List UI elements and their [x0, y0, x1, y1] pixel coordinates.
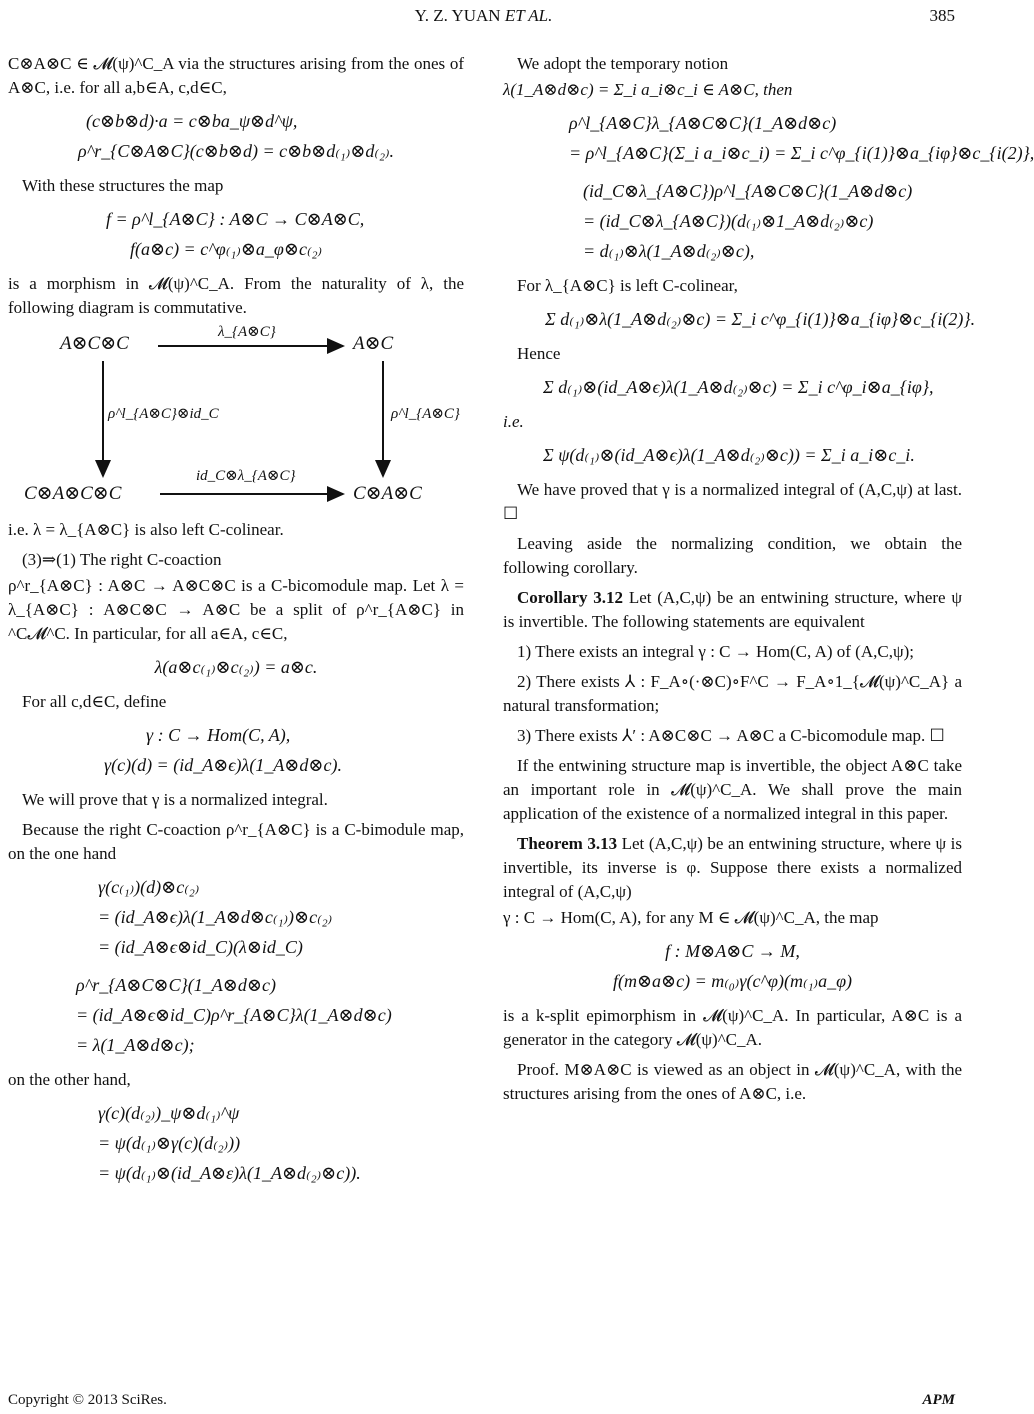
paragraph: i.e. [503, 412, 524, 431]
paragraph: is a k-split epimorphism in 𝓜(ψ)^C_A. In particular, A⊗C is a generator in the category 𝓜(ψ)^C_A. [503, 1006, 962, 1049]
corollary [503, 586, 962, 634]
equation: (c⊗b⊗d)·a = c⊗ba_ψ⊗d^ψ, ρ^r_{C⊗A⊗C}(c⊗b⊗d) = c⊗b⊗d₍₁₎⊗d₍₂₎. [78, 111, 395, 161]
diagram-label-left: ρ^l_{A⊗C}⊗id_C [108, 406, 219, 422]
equation: Σ d₍₁₎⊗λ(1_A⊗d₍₂₎⊗c) = Σ_i c^φ_{i(1)}⊗a_{iφ}⊗c_{i(2)}. [545, 309, 976, 329]
paragraph: i.e. λ = λ_{A⊗C} is also left C-colinear. [8, 520, 284, 539]
right-column [503, 52, 1034, 1112]
corollary-item: 1) There exists an integral γ : C → Hom(C, A) of (A,C,ψ); [517, 642, 914, 661]
paragraph: ρ^r_{A⊗C} : A⊗C → A⊗C⊗C is a C-bicomodule map. Let λ = λ_{A⊗C} : A⊗C⊗C → A⊗C be a split of ρ^r_{A⊗C} in ^C𝓜^C. In particular, for all a∈A, c∈C, [8, 576, 464, 643]
corollary-item: 2) There exists ⅄ : F_A∘(·⊗C)∘F^C → F_A∘1_{𝓜(ψ)^C_A} a natural transformation; [503, 672, 962, 715]
paragraph: (3)⇒(1) The right C-coaction [22, 550, 222, 569]
diagram-node-tr: A⊗C [353, 333, 394, 354]
paragraph: We will prove that γ is a normalized integral. [22, 790, 328, 809]
diagram-node-tl: A⊗C⊗C [60, 333, 129, 354]
paragraph: We adopt the temporary notion [517, 54, 729, 73]
paragraph: Leaving aside the normalizing condition, we obtain the following corollary. [503, 534, 962, 577]
diagram-label-right: ρ^l_{A⊗C} [391, 406, 460, 422]
commutative-diagram [8, 326, 464, 514]
diagram-label-top: λ_{A⊗C} [218, 324, 276, 340]
diagram-node-bl: C⊗A⊗C⊗C [24, 483, 122, 504]
equation: ρ^l_{A⊗C}λ_{A⊗C⊗C}(1_A⊗d⊗c) = ρ^l_{A⊗C}(Σ_i a_i⊗c_i) = Σ_i c^φ_{i(1)}⊗a_{iφ}⊗c_{i(2)}, [569, 113, 1034, 163]
equation: γ : C → Hom(C, A), γ(c)(d) = (id_A⊗ϵ)λ(1_A⊗d⊗c). [104, 725, 342, 775]
equation: ρ^r_{A⊗C⊗C}(1_A⊗d⊗c) = (id_A⊗ϵ⊗id_C)ρ^r_{A⊗C}λ(1_A⊗d⊗c) = λ(1_A⊗d⊗c); [76, 975, 392, 1055]
header-authors: Y. Z. YUAN [414, 6, 501, 25]
theorem-heading: Theorem 3.13 [517, 834, 618, 853]
paragraph: With these structures the map [22, 176, 224, 195]
diagram-label-bottom: id_C⊗λ_{A⊗C} [196, 468, 296, 484]
paragraph: λ(1_A⊗d⊗c) = Σ_i a_i⊗c_i ∈ A⊗C, then [503, 80, 793, 99]
paragraph: For λ_{A⊗C} is left C-colinear, [517, 276, 738, 295]
theorem-text-2: γ : C → Hom(C, A), for any M ∈ 𝓜(ψ)^C_A, the map [503, 908, 879, 927]
paragraph: For all c,d∈C, define [22, 692, 167, 711]
paragraph: on the other hand, [8, 1070, 131, 1089]
equation: Σ ψ(d₍₁₎⊗(id_A⊗ϵ)λ(1_A⊗d₍₂₎⊗c)) = Σ_i a_i⊗c_i. [543, 445, 915, 465]
footer-journal: APM [922, 1392, 955, 1408]
theorem [503, 832, 962, 904]
equation: f : M⊗A⊗C → M, f(m⊗a⊗c) = m₍₀₎γ(c^φ)(m₍₁₎a_φ) [612, 941, 853, 991]
paragraph: Hence [517, 344, 561, 363]
proof: Proof. M⊗A⊗C is viewed as an object in 𝓜(ψ)^C_A, with the structures arising from the ones of A⊗C, i.e. [503, 1060, 962, 1103]
equation: λ(a⊗c₍₁₎⊗c₍₂₎) = a⊗c. [154, 657, 318, 677]
paragraph: C⊗A⊗C ∈ 𝓜(ψ)^C_A via the structures arising from the ones of A⊗C, i.e. for all a,b∈A, c,d∈C, [8, 54, 464, 97]
equation: f = ρ^l_{A⊗C} : A⊗C → C⊗A⊗C, f(a⊗c) = c^φ₍₁₎⊗a_φ⊗c₍₂₎ [106, 209, 365, 259]
paragraph: We have proved that γ is a normalized integral of (A,C,ψ) at last. ☐ [503, 480, 962, 523]
left-column [8, 52, 464, 1196]
running-header [0, 6, 967, 26]
paragraph: Because the right C-coaction ρ^r_{A⊗C} is a C-bimodule map, on the one hand [8, 820, 464, 863]
diagram-node-br: C⊗A⊗C [353, 483, 422, 504]
paragraph: If the entwining structure map is invertible, the object A⊗C take an important role in 𝓜(ψ)^C_A. We shall prove the main application of the existence of a normalized integral in this paper. [503, 756, 962, 823]
header-etal: ET AL. [504, 6, 553, 25]
equation: γ(c₍₁₎)(d)⊗c₍₂₎ = (id_A⊗ϵ)λ(1_A⊗d⊗c₍₁₎)⊗c₍₂₎ = (id_A⊗ϵ⊗id_C)(λ⊗id_C) [98, 877, 333, 957]
paragraph: is a morphism in 𝓜(ψ)^C_A. From the naturality of λ, the following diagram is commutative. [8, 274, 464, 317]
equation: (id_C⊗λ_{A⊗C})ρ^l_{A⊗C⊗C}(1_A⊗d⊗c) = (id_C⊗λ_{A⊗C})(d₍₁₎⊗1_A⊗d₍₂₎⊗c) = d₍₁₎⊗λ(1_A⊗d₍₂₎⊗c), [583, 181, 913, 261]
theorem-text: Let (A,C,ψ) be an entwining structure, where ψ is invertible, its inverse is φ. Suppose there exists a normalized integral of (A,C,ψ) [503, 834, 962, 901]
corollary-text: Let (A,C,ψ) be an entwining structure, where ψ is invertible. The following statements are equivalent [503, 588, 962, 631]
corollary-item: 3) There exists ⅄′ : A⊗C⊗C → A⊗C a C-bicomodule map. ☐ [517, 726, 945, 745]
equation: Σ d₍₁₎⊗(id_A⊗ϵ)λ(1_A⊗d₍₂₎⊗c) = Σ_i c^φ_i⊗a_{iφ}, [543, 377, 934, 397]
equation: γ(c)(d₍₂₎)_ψ⊗d₍₁₎^ψ = ψ(d₍₁₎⊗γ(c)(d₍₂₎)) = ψ(d₍₁₎⊗(id_A⊗ε)λ(1_A⊗d₍₂₎⊗c)). [98, 1103, 361, 1183]
corollary-heading: Corollary 3.12 [517, 588, 624, 607]
footer-copyright: Copyright © 2013 SciRes. [8, 1392, 167, 1408]
page-number: 385 [929, 6, 955, 25]
